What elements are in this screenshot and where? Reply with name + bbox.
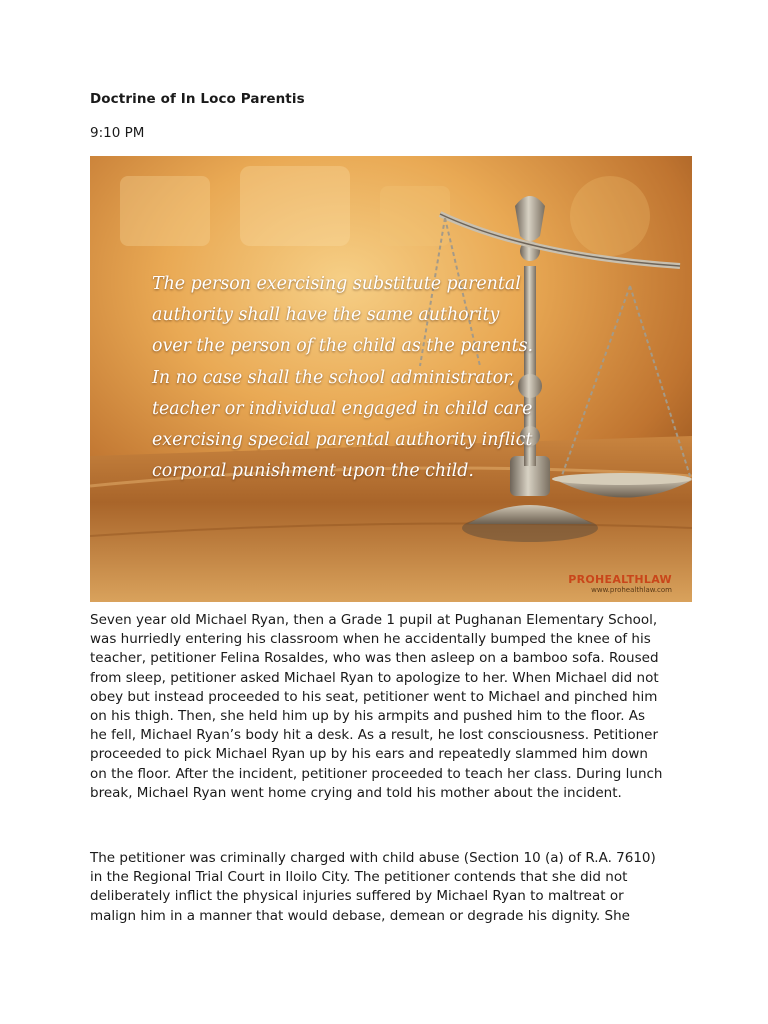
- paragraph-charge: [90, 849, 692, 926]
- text-line: malign him in a manner that would debase, demean or degrade his dignity. She: [90, 907, 630, 924]
- quote-line: authority shall have the same authority: [152, 305, 500, 326]
- quote-line: over the person of the child as the parents.: [152, 336, 534, 357]
- watermark-logo: [568, 573, 672, 594]
- text-line: proceeded to pick Michael Ryan up by his ears and repeatedly slammed him down: [90, 746, 648, 763]
- quote-line: The person exercising substitute parental: [152, 274, 521, 294]
- text-line: in the Regional Trial Court in Iloilo City. The petitioner contends that she did not: [90, 869, 628, 886]
- text-line: was hurriedly entering his classroom when he accidentally bumped the knee of his: [90, 631, 651, 648]
- document-title: Doctrine of In Loco Parentis: [90, 91, 305, 107]
- quote-line: corporal punishment upon the child.: [152, 461, 474, 482]
- text-line: teacher, petitioner Felina Rosaldes, who was then asleep on a bamboo sofa. Roused: [90, 650, 659, 667]
- text-line: break, Michael Ryan went home crying and told his mother about the incident.: [90, 784, 622, 801]
- text-line: on his thigh. Then, she held him up by his armpits and pushed him to the floor. As: [90, 707, 646, 724]
- text-line: The petitioner was criminally charged with child abuse (Section 10 (a) of R.A. 7610): [90, 850, 656, 866]
- quote-image: [90, 156, 692, 602]
- text-line: obey but instead proceeded to his seat, petitioner went to Michael and pinched him: [90, 688, 658, 705]
- watermark-url: www.prohealthlaw.com: [591, 586, 672, 594]
- text-line: on the floor. After the incident, petitioner proceeded to teach her class. During lunch: [90, 765, 663, 782]
- text-line: he fell, Michael Ryan’s body hit a desk. As a result, he lost consciousness. Petitioner: [90, 727, 659, 744]
- watermark-brand: PROHEALTHLAW: [568, 573, 672, 586]
- quote-line: exercising special parental authority inflict: [152, 429, 533, 450]
- quote-line: teacher or individual engaged in child care: [152, 398, 533, 419]
- text-line: from sleep, petitioner asked Michael Ryan to apologize to her. When Michael did not: [90, 669, 659, 686]
- post-time: 9:10 PM: [90, 125, 145, 141]
- text-line: Seven year old Michael Ryan, then a Grade 1 pupil at Pughanan Elementary School,: [90, 612, 658, 628]
- quote-line: In no case shall the school administrator,: [152, 367, 515, 388]
- paragraph-facts: [90, 611, 692, 803]
- text-line: deliberately inflict the physical injuries suffered by Michael Ryan to maltreat or: [90, 888, 624, 905]
- quote-text: [152, 269, 582, 487]
